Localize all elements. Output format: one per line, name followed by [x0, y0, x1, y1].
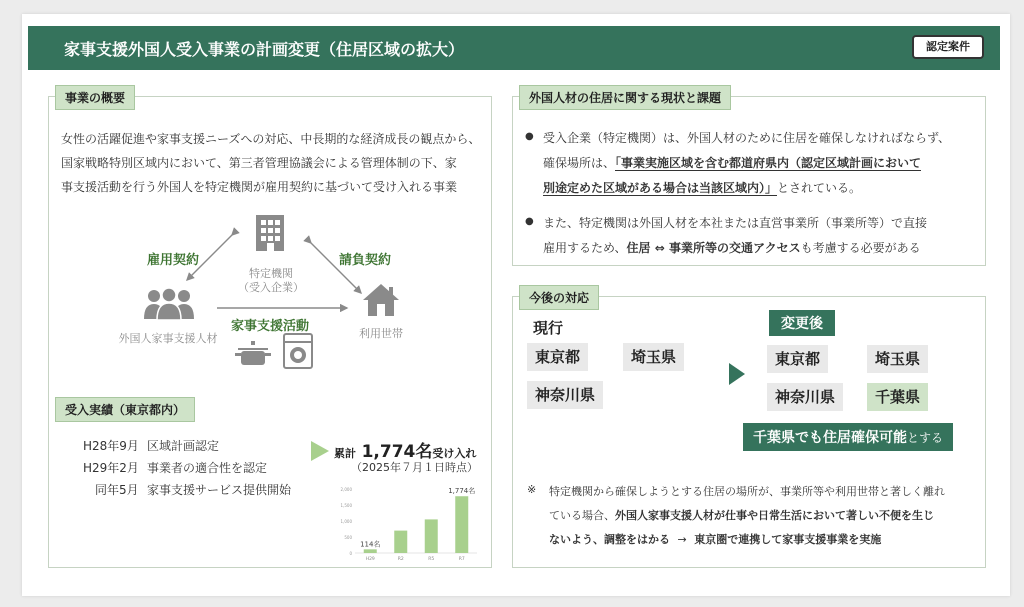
issue-1-line-2b: 「事業実施区域を含む都道府県内（認定区域計画において — [615, 156, 922, 170]
people-icon — [143, 287, 195, 321]
bar-H29 — [364, 549, 377, 553]
current-pref-kanagawa: 神奈川県 — [527, 381, 603, 409]
results-header: 受入実績（東京都内） — [55, 397, 195, 422]
bar-R2 — [394, 531, 407, 553]
result-suffix: とする — [907, 431, 944, 445]
response-panel — [512, 291, 986, 568]
note-line-3a: ないよう、調整をはかる — [549, 533, 670, 546]
bar-chart-svg — [333, 481, 483, 565]
workers-label: 外国人家事支援人材 — [118, 332, 218, 345]
timeline-event-2: 事業者の適合性を認定 — [147, 461, 268, 475]
timeline-date-1: H28年9月 — [83, 439, 139, 453]
note-line-3 — [549, 531, 881, 547]
employment-contract-label: 雇用契約 — [147, 253, 200, 268]
timeline-date-2: H29年2月 — [83, 461, 139, 475]
subcontract-label: 請負契約 — [339, 253, 392, 268]
bar-R5 — [425, 519, 438, 553]
issue-1-line-2a: 確保場所は、 — [543, 156, 616, 170]
page-title: 家事支援外国人受入事業の計画変更（住居区域の拡大） — [64, 40, 465, 59]
note-arrow: → — [677, 533, 687, 546]
note-mark: ※ — [527, 483, 537, 496]
y-tick-label: 2,000 — [340, 487, 352, 492]
issue-2-line-1: また、特定機関は外国人材を本社または直営事業所（事業所等）で直接 — [543, 216, 928, 230]
timeline-event-3: 家事支援サービス提供開始 — [147, 483, 292, 497]
current-label: 現行 — [533, 319, 564, 337]
y-tick-label: 0 — [349, 551, 352, 556]
x-tick-label: R2 — [397, 557, 404, 562]
x-tick-label: H29 — [365, 557, 375, 562]
overview-header: 事業の概要 — [55, 85, 135, 110]
data-label: 1,774名 — [448, 487, 476, 496]
note-line-2b: 外国人家事支援人材が仕事や日常生活において著しい不便を生じ — [615, 509, 934, 522]
result-banner — [743, 423, 953, 451]
users-label: 利用世帯 — [359, 327, 403, 340]
overview-line-1: 女性の活躍促進や家事支援ニーズへの対応、中長期的な経済成長の観点から、 — [61, 132, 481, 146]
after-pref-tokyo: 東京都 — [767, 345, 828, 373]
issues-panel — [512, 91, 986, 266]
total-prefix: 累計 — [334, 447, 356, 460]
title-bar — [28, 26, 1000, 70]
building-icon — [253, 211, 287, 251]
bullet-1: ● — [525, 131, 534, 142]
data-label: 114名 — [360, 540, 381, 549]
issue-1-line-2 — [543, 154, 921, 171]
current-pref-tokyo: 東京都 — [527, 343, 588, 371]
note-line-1: 特定機関から確保しようとする住居の場所が、事業所等や利用世帯と著しく離れ — [549, 485, 945, 498]
timeline-event-1: 区域計画認定 — [147, 439, 220, 453]
after-pref-chiba: 千葉県 — [867, 383, 928, 411]
issue-2-line-2 — [543, 239, 921, 256]
change-arrow-icon — [727, 361, 747, 387]
y-tick-label: 1,500 — [340, 503, 352, 508]
x-tick-label: R7 — [458, 557, 465, 562]
housework-activity-label: 家事支援活動 — [231, 319, 310, 334]
as-of-date: （2025年７月１日時点） — [351, 461, 478, 474]
note-line-2a: ている場合、 — [549, 509, 615, 522]
house-icon — [361, 281, 401, 317]
after-label: 変更後 — [769, 310, 835, 336]
issues-header: 外国人材の住居に関する現状と課題 — [519, 85, 731, 110]
overview-line-2: 国家戦略特別区域内において、第三者管理協議会による管理体制の下、家 — [61, 156, 457, 170]
status-badge: 認定案件 — [912, 35, 984, 59]
issue-2-line-2a: 雇用するため、 — [543, 241, 627, 255]
after-pref-kanagawa: 神奈川県 — [767, 383, 843, 411]
note-line-2 — [549, 507, 934, 523]
bullet-2: ● — [525, 216, 534, 227]
result-bold: 千葉県でも住居確保可能 — [753, 430, 907, 446]
arrow-right-icon — [309, 439, 331, 463]
issue-1-line-3b: とされている。 — [777, 181, 862, 195]
note-line-3c: 東京圏で連携して家事支援事業を実施 — [694, 533, 882, 546]
issue-2-line-2b: 住居 ⇔ 事業所等の交通アクセス — [626, 241, 801, 255]
y-tick-label: 500 — [344, 535, 352, 540]
x-tick-label: R5 — [428, 557, 435, 562]
timeline-date-3: 同年5月 — [95, 483, 139, 497]
total-value: 1,774名 — [361, 442, 433, 462]
agency-label: 特定機関 — [249, 267, 293, 280]
overview-panel — [48, 91, 492, 568]
washing-machine-icon — [283, 333, 313, 369]
results-chart — [333, 481, 483, 565]
agency-sub-label: （受入企業） — [238, 281, 304, 294]
y-tick-label: 1,000 — [340, 519, 352, 524]
after-pref-saitama: 埼玉県 — [867, 345, 928, 373]
issue-1-line-1: 受入企業（特定機関）は、外国人材のために住居を確保しなければならず、 — [543, 131, 951, 145]
bar-R7 — [455, 496, 468, 553]
issue-1-line-3 — [543, 179, 861, 196]
response-header: 今後の対応 — [519, 285, 599, 310]
total-suffix: 受け入れ — [432, 447, 477, 460]
issue-2-line-2c: も考慮する必要がある — [800, 241, 921, 255]
pot-icon — [235, 339, 271, 369]
overview-line-3: 事支援活動を行う外国人を特定機関が雇用契約に基づいて受け入れる事業 — [61, 180, 458, 194]
issue-1-line-3a: 別途定めた区域がある場合は当該区域内）」 — [543, 181, 778, 195]
current-pref-saitama: 埼玉県 — [623, 343, 684, 371]
